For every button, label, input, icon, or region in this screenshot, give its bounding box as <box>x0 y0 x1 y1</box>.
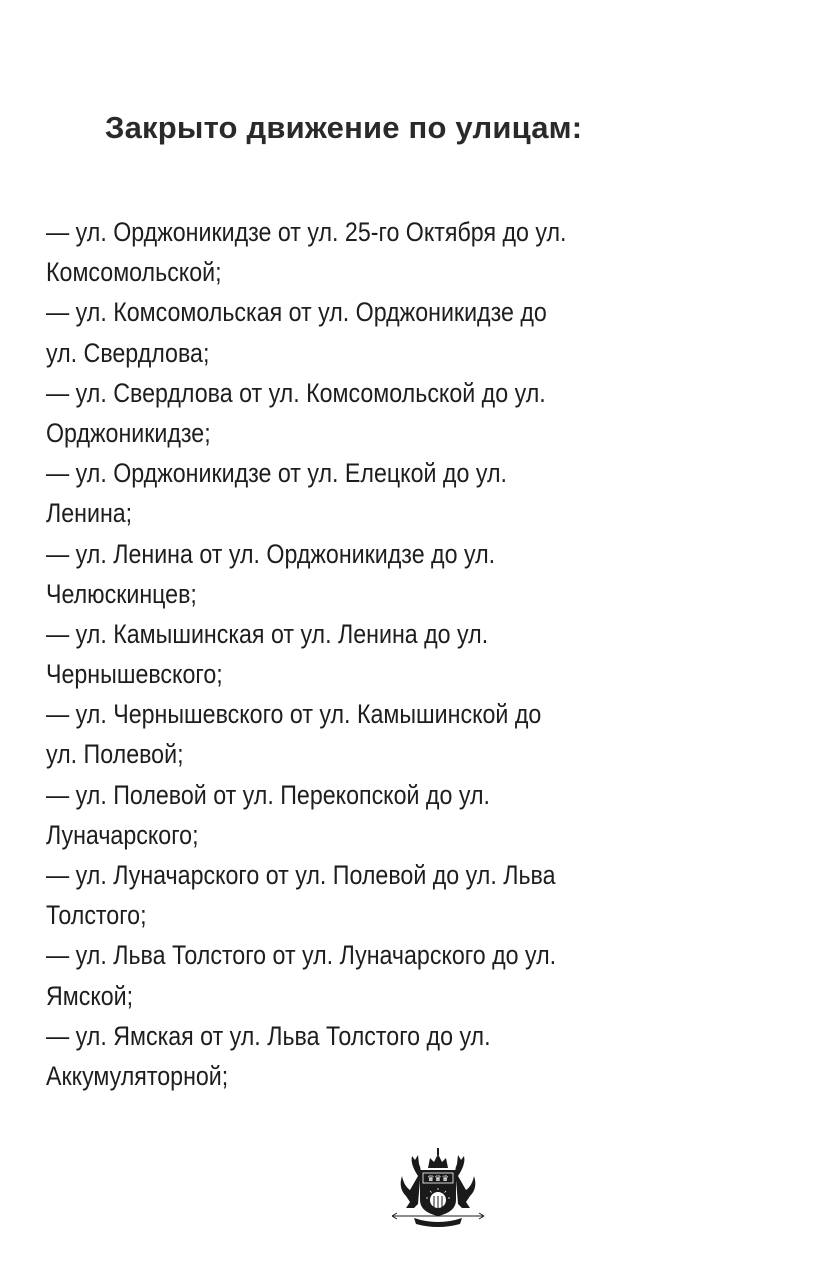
list-line: — ул. Ленина от ул. Орджоникидзе до ул. <box>46 538 496 569</box>
list-line: Луначарского; <box>46 819 199 850</box>
list-line: — ул. Полевой от ул. Перекопской до ул. <box>46 779 490 810</box>
list-line: ул. Полевой; <box>46 739 184 770</box>
page-title: Закрыто движение по улицам: <box>105 110 583 145</box>
list-line: Орджоникидзе; <box>46 417 211 448</box>
closed-streets-list <box>46 212 806 1096</box>
svg-text:♛♛♛: ♛♛♛ <box>427 1174 449 1183</box>
list-line: — ул. Луначарского от ул. Полевой до ул. Льва <box>46 860 556 890</box>
list-line: Ленина; <box>46 498 133 529</box>
list-line: Челюскинцев; <box>46 578 197 609</box>
list-line: — ул. Комсомольская от ул. Орджоникидзе до <box>46 297 547 328</box>
list-line: Чернышевского; <box>46 659 223 690</box>
list-line: — ул. Орджоникидзе от ул. 25-го Октября до ул. <box>46 217 567 247</box>
list-line: — ул. Льва Толстого от ул. Луначарского до ул. <box>46 940 557 971</box>
list-line: Комсомольской; <box>46 257 222 288</box>
list-line: Толстого; <box>46 900 147 931</box>
list-line: — ул. Камышинская от ул. Ленина до ул. <box>46 618 489 649</box>
list-line: — ул. Орджоникидзе от ул. Елецкой до ул. <box>46 458 507 489</box>
list-line: Аккумуляторной; <box>46 1060 229 1091</box>
coat-of-arms-icon <box>384 1146 492 1228</box>
list-line: — ул. Ямская от ул. Льва Толстого до ул. <box>46 1020 491 1051</box>
list-line: — ул. Чернышевского от ул. Камышинской до <box>46 699 542 730</box>
list-line: Ямской; <box>46 980 134 1011</box>
list-line: — ул. Свердлова от ул. Комсомольской до ул. <box>46 377 546 408</box>
list-line: ул. Свердлова; <box>46 337 210 368</box>
